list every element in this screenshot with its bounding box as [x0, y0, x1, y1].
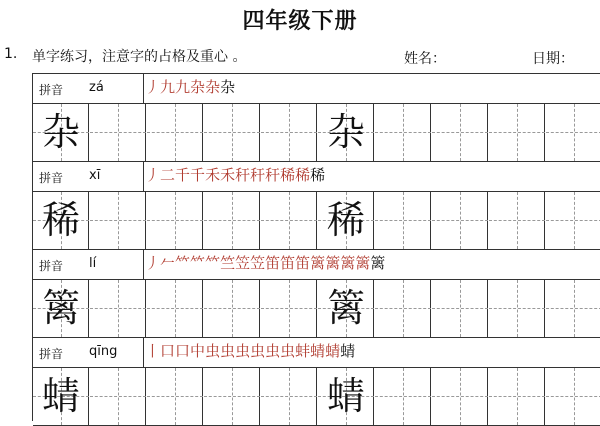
pinyin-row — [33, 74, 600, 104]
cell-guide-horizontal — [489, 396, 545, 397]
model-character: 篱 — [41, 286, 80, 330]
stroke-step: 篱 — [340, 254, 356, 272]
pinyin-value: lí — [89, 256, 97, 271]
writing-cell[interactable] — [318, 104, 374, 161]
practice-grid — [32, 73, 600, 421]
pinyin-label: 拼音 — [39, 171, 64, 185]
stroke-step: 丿 — [145, 254, 161, 272]
stroke-step: 篱 — [370, 254, 386, 272]
pinyin-row — [33, 338, 600, 368]
stroke-step: 丨 — [145, 342, 161, 360]
stroke-order — [145, 340, 355, 366]
cell-guide-horizontal — [432, 396, 488, 397]
cell-guide-horizontal — [261, 308, 317, 309]
pinyin-box — [33, 338, 144, 367]
cell-guide-horizontal — [546, 220, 600, 221]
writing-cell[interactable] — [204, 368, 260, 425]
writing-cell[interactable] — [33, 192, 89, 249]
cell-guide-horizontal — [375, 396, 431, 397]
writing-cell[interactable] — [90, 192, 146, 249]
stroke-step: 虫 — [280, 342, 296, 360]
writing-cell[interactable] — [318, 192, 374, 249]
stroke-order — [145, 252, 385, 278]
cell-guide-horizontal — [90, 308, 146, 309]
cell-guide-horizontal — [432, 220, 488, 221]
stroke-step: 虫 — [220, 342, 236, 360]
writing-cell[interactable] — [489, 104, 545, 161]
stroke-step: 蜻 — [310, 342, 326, 360]
writing-cell[interactable] — [33, 104, 89, 161]
stroke-step: 虫 — [205, 342, 221, 360]
stroke-step: 𥫗 — [175, 254, 191, 272]
stroke-step: 二 — [160, 166, 176, 184]
model-character: 杂 — [41, 110, 80, 154]
stroke-step: 篱 — [325, 254, 341, 272]
cell-guide-horizontal — [489, 308, 545, 309]
stroke-order — [145, 164, 325, 190]
pinyin-value: xī — [89, 168, 101, 183]
model-character: 稀 — [41, 198, 80, 242]
page-title: 四年级下册 — [242, 9, 358, 34]
cell-guide-horizontal — [147, 220, 203, 221]
writing-cell[interactable] — [90, 280, 146, 337]
stroke-step: 中 — [190, 342, 206, 360]
cell-guide-horizontal — [90, 396, 146, 397]
cell-guide-horizontal — [147, 396, 203, 397]
cell-guide-horizontal — [261, 220, 317, 221]
cell-guide-horizontal — [204, 308, 260, 309]
writing-cell[interactable] — [432, 368, 488, 425]
writing-row — [33, 192, 600, 250]
stroke-step: 篱 — [355, 254, 371, 272]
writing-row — [33, 104, 600, 162]
stroke-step: 虫 — [235, 342, 251, 360]
writing-cell[interactable] — [33, 368, 89, 425]
cell-guide-horizontal — [204, 396, 260, 397]
stroke-step: 蚌 — [295, 342, 311, 360]
writing-cell[interactable] — [546, 280, 600, 337]
writing-cell[interactable] — [318, 280, 374, 337]
pinyin-label: 拼音 — [39, 347, 64, 361]
stroke-step: 笠 — [235, 254, 251, 272]
cell-guide-horizontal — [204, 132, 260, 133]
writing-cell[interactable] — [261, 192, 317, 249]
writing-cell[interactable] — [432, 192, 488, 249]
writing-cell[interactable] — [204, 280, 260, 337]
cell-guide-horizontal — [261, 132, 317, 133]
writing-cell[interactable] — [375, 280, 431, 337]
stroke-step: 蜻 — [325, 342, 341, 360]
writing-row — [33, 368, 600, 426]
stroke-step: 蜻 — [340, 342, 356, 360]
writing-cell[interactable] — [147, 280, 203, 337]
instruction-text: 单字练习，注意字的占格及重心 。 — [32, 49, 247, 65]
stroke-step: 稀 — [280, 166, 296, 184]
stroke-step: 𥫗 — [190, 254, 206, 272]
cell-guide-horizontal — [489, 220, 545, 221]
cell-guide-horizontal — [546, 308, 600, 309]
pinyin-label: 拼音 — [39, 83, 64, 97]
cell-guide-horizontal — [489, 132, 545, 133]
writing-cell[interactable] — [147, 192, 203, 249]
stroke-step: 虫 — [265, 342, 281, 360]
stroke-step: 秆 — [250, 166, 266, 184]
stroke-step: 笛 — [295, 254, 311, 272]
stroke-step: 禾 — [220, 166, 236, 184]
writing-cell[interactable] — [375, 192, 431, 249]
cell-guide-horizontal — [375, 132, 431, 133]
stroke-step: 九 — [175, 78, 191, 96]
cell-guide-horizontal — [90, 220, 146, 221]
cell-guide-horizontal — [375, 220, 431, 221]
stroke-step: 笛 — [265, 254, 281, 272]
pinyin-row — [33, 162, 600, 192]
writing-cell[interactable] — [90, 104, 146, 161]
stroke-step: 杂 — [190, 78, 206, 96]
cell-guide-horizontal — [432, 132, 488, 133]
model-character: 蜻 — [326, 374, 365, 418]
writing-cell[interactable] — [432, 104, 488, 161]
stroke-step: 千 — [190, 166, 206, 184]
stroke-step: 口 — [160, 342, 176, 360]
writing-cell[interactable] — [546, 192, 600, 249]
stroke-step: 篱 — [310, 254, 326, 272]
date-label: 日期： — [532, 51, 574, 67]
writing-cell[interactable] — [375, 104, 431, 161]
writing-cell[interactable] — [90, 368, 146, 425]
cell-guide-horizontal — [432, 308, 488, 309]
question-number: 1. — [4, 46, 18, 62]
stroke-step: 口 — [175, 342, 191, 360]
stroke-step: 禾 — [205, 166, 221, 184]
writing-cell[interactable] — [204, 192, 260, 249]
pinyin-value: zá — [89, 80, 104, 95]
writing-cell[interactable] — [489, 368, 545, 425]
stroke-step: 稀 — [310, 166, 326, 184]
writing-cell[interactable] — [546, 368, 600, 425]
pinyin-box — [33, 74, 144, 103]
stroke-step: 丿 — [145, 78, 161, 96]
writing-cell[interactable] — [489, 280, 545, 337]
model-character: 蜻 — [41, 374, 80, 418]
stroke-step: 千 — [175, 166, 191, 184]
writing-cell[interactable] — [546, 104, 600, 161]
cell-guide-horizontal — [546, 132, 600, 133]
model-character: 稀 — [326, 198, 365, 242]
stroke-step: 虫 — [250, 342, 266, 360]
cell-guide-horizontal — [90, 132, 146, 133]
stroke-step: 秆 — [265, 166, 281, 184]
cell-guide-horizontal — [546, 396, 600, 397]
writing-cell[interactable] — [147, 368, 203, 425]
stroke-step: 𠂉 — [160, 254, 176, 272]
stroke-step: 稀 — [295, 166, 311, 184]
writing-cell[interactable] — [147, 104, 203, 161]
stroke-step: 𥫗 — [205, 254, 221, 272]
stroke-step: 笠 — [250, 254, 266, 272]
writing-cell[interactable] — [204, 104, 260, 161]
model-character: 篱 — [326, 286, 365, 330]
writing-row — [33, 280, 600, 338]
writing-cell[interactable] — [261, 104, 317, 161]
pinyin-label: 拼音 — [39, 259, 64, 273]
pinyin-value: qīng — [89, 344, 118, 359]
cell-guide-horizontal — [375, 308, 431, 309]
name-label: 姓名： — [404, 51, 446, 67]
stroke-step: 杂 — [220, 78, 236, 96]
stroke-step: 笛 — [280, 254, 296, 272]
cell-guide-horizontal — [204, 220, 260, 221]
pinyin-row — [33, 250, 600, 280]
cell-guide-horizontal — [147, 132, 203, 133]
stroke-step: 丿 — [145, 166, 161, 184]
writing-cell[interactable] — [33, 280, 89, 337]
stroke-step: 九 — [160, 78, 176, 96]
model-character: 杂 — [326, 110, 365, 154]
writing-cell[interactable] — [318, 368, 374, 425]
stroke-step: 竺 — [220, 254, 236, 272]
stroke-step: 杂 — [205, 78, 221, 96]
instruction-row — [0, 44, 600, 68]
cell-guide-horizontal — [147, 308, 203, 309]
writing-cell[interactable] — [432, 280, 488, 337]
writing-cell[interactable] — [261, 280, 317, 337]
pinyin-box — [33, 162, 144, 191]
writing-cell[interactable] — [261, 368, 317, 425]
writing-cell[interactable] — [489, 192, 545, 249]
pinyin-box — [33, 250, 144, 279]
stroke-step: 秆 — [235, 166, 251, 184]
stroke-order — [145, 76, 235, 102]
writing-cell[interactable] — [375, 368, 431, 425]
cell-guide-horizontal — [261, 396, 317, 397]
